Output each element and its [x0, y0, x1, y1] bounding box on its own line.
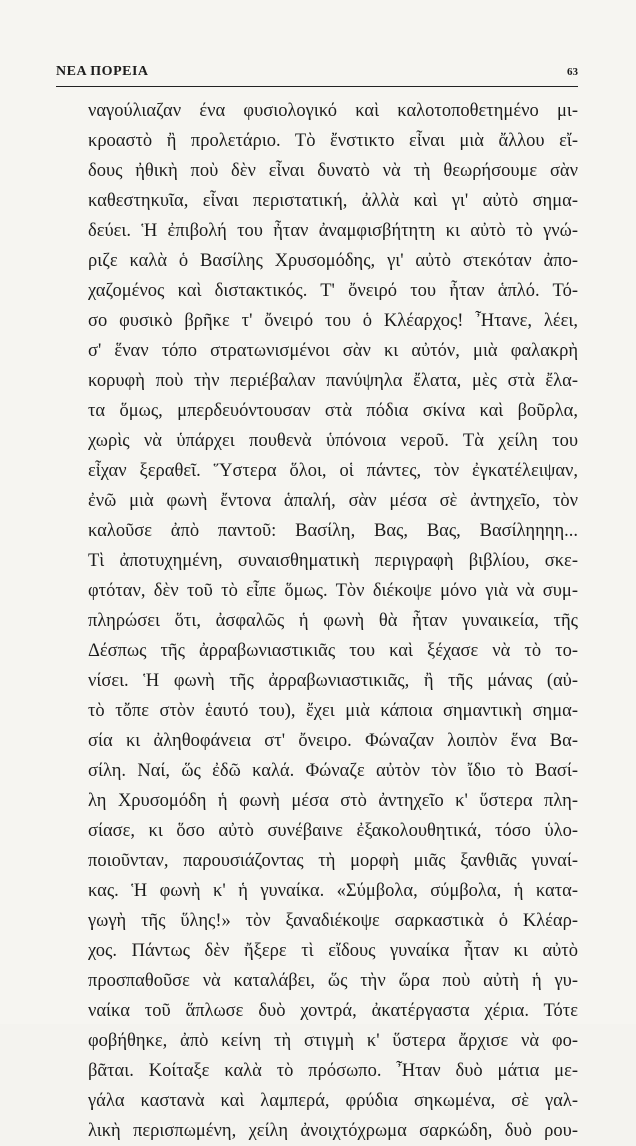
text-line: κας. Ἡ φωνὴ κ' ἡ γυναίκα. «Σύμβολα, σύμβολα, ἡ κατα- — [88, 881, 578, 901]
text-line: σίλη. Ναί, ὥς ἐδῶ καλά. Φώναζε αὐτὸν τὸν ἴδιο τὸ Βασί- — [88, 761, 578, 781]
text-line: ναγούλιαζαν ένα φυσιολογικό καὶ καλοτοποθετημένο μι- — [88, 101, 578, 121]
text-line: χος. Πάντως δὲν ἤξερε τὶ εἴδους γυναίκα ἦταν κι αὐτὸ — [88, 941, 578, 961]
text-line: σ' ἕναν τόπο στρατωνισμένοι σὰν κι αὐτόν, μιὰ φαλακρὴ — [88, 341, 578, 361]
text-line: λικὴ περισπωμένη, χείλη ἀνοιχτόχρωμα σαρκώδη, δυὸ ρου- — [88, 1121, 578, 1141]
running-title: ΝΕΑ ΠΟΡΕΙΑ — [56, 64, 149, 79]
text-line: ριζε καλὰ ὁ Βασίλης Χρυσομόδης, γι' αὐτὸ στεκόταν ἀπο- — [88, 251, 578, 271]
text-line: βᾶται. Κοίταξε καλὰ τὸ πρόσωπο. Ἦταν δυὸ μάτια με- — [88, 1061, 578, 1081]
text-line: προσπαθοῦσε νὰ καταλάβει, ὥς τὴν ὥρα ποὺ αὐτὴ ἡ γυ- — [88, 971, 578, 991]
text-line: γάλα καστανὰ καὶ λαμπερά, φρύδια σηκωμένα, σὲ γαλ- — [88, 1091, 578, 1111]
text-line: εἶχαν ξεραθεῖ. Ὕστερα ὅλοι, οἱ πάντες, τὸν ἐγκατέλειψαν, — [88, 461, 578, 481]
text-line: πληρώσει ὅτι, ἀσφαλῶς ἡ φωνὴ θὰ ἦταν γυναικεία, τῆς — [88, 611, 578, 631]
text-line: καλοῦσε ἀπὸ παντοῦ: Βασίλη, Βας, Βας, Βασίληηηη... — [88, 521, 578, 541]
body-text — [88, 96, 578, 1146]
text-line: κορυφὴ ποὺ τὴν περιέβαλαν πανύψηλα ἔλατα, μὲς στὰ ἔλα- — [88, 371, 578, 391]
text-line: φτόταν, δὲν τοῦ τὸ εἶπε ὅμως. Τὸν διέκοψε μόνο γιὰ νὰ συμ- — [88, 581, 578, 601]
text-line: γωγὴ τῆς ὕλης!» τὸν ξαναδιέκοψε σαρκαστικὰ ὁ Κλέαρ- — [88, 911, 578, 931]
text-line: νίσει. Ἡ φωνὴ τῆς ἀρραβωνιαστικιᾶς, ἢ τῆς μάνας (αὐ- — [88, 671, 578, 691]
header-rule — [56, 86, 578, 87]
text-line: Δέσπως τῆς ἀρραβωνιαστικιᾶς του καὶ ξέχασε νὰ τὸ το- — [88, 641, 578, 661]
page-header — [56, 64, 578, 84]
text-line: ναίκα τοῦ ἅπλωσε δυὸ χοντρά, ἀκατέργαστα χέρια. Τότε — [88, 1001, 578, 1021]
text-line: ποιοῦνταν, παρουσιάζοντας τὴ μορφὴ μιᾶς ξανθιᾶς γυναί- — [88, 851, 578, 871]
text-line: χαζομένος καὶ διστακτικός. Τ' ὄνειρό του ἦταν ἁπλό. Τό- — [88, 281, 578, 301]
text-line: κροαστὸ ἢ προλετάριο. Τὸ ἔνστικτο εἶναι μιὰ ἄλλου εἴ- — [88, 131, 578, 151]
text-line: δους ἠθικὴ ποὺ δὲν εἶναι δυνατὸ νὰ τὴ θεωρήσουμε σὰν — [88, 161, 578, 181]
text-line: φοβήθηκε, ἀπὸ κείνη τὴ στιγμὴ κ' ὕστερα ἄρχισε νὰ φο- — [88, 1031, 578, 1051]
text-line: σο φυσικὸ βρῆκε τ' ὄνειρό του ὁ Κλέαρχος! Ἦτανε, λέει, — [88, 311, 578, 331]
text-line: τὸ τὄπε στὸν ἑαυτό του), ἔχει μιὰ κάποια σημαντικὴ σημα- — [88, 701, 578, 721]
text-line: δεύει. Ἡ ἐπιβολή του ἦταν ἀναμφισβήτητη κι αὐτὸ τὸ γνώ- — [88, 221, 578, 241]
text-line: καθεστηκυῖα, εἶναι περιστατική, ἀλλὰ καὶ γι' αὐτὸ σημα- — [88, 191, 578, 211]
text-line: χωρὶς νὰ ὑπάρχει πουθενὰ ὑπόνοια νεροῦ. Τὰ χείλη του — [88, 431, 578, 451]
text-line: Τὶ ἀποτυχημένη, συναισθηματικὴ περιγραφὴ βιβλίου, σκε- — [88, 551, 578, 571]
text-line: σία κι ἀληθοφάνεια στ' ὄνειρο. Φώναζαν λοιπὸν ἕνα Βα- — [88, 731, 578, 751]
text-line: σίασε, κι ὅσο αὐτὸ συνέβαινε ἐξακολουθητικά, τόσο ὑλο- — [88, 821, 578, 841]
page-number: 63 — [567, 66, 578, 78]
text-line: λη Χρυσομόδη ἡ φωνὴ μέσα στὸ ἀντηχεῖο κ' ὕστερα πλη- — [88, 791, 578, 811]
text-line: τα ὅμως, μπερδευόντουσαν στὰ πόδια σκίνα καὶ βοῦρλα, — [88, 401, 578, 421]
text-line: ἐνῶ μιὰ φωνὴ ἔντονα ἁπαλή, σὰν μέσα σὲ ἀντηχεῖο, τὸν — [88, 491, 578, 511]
